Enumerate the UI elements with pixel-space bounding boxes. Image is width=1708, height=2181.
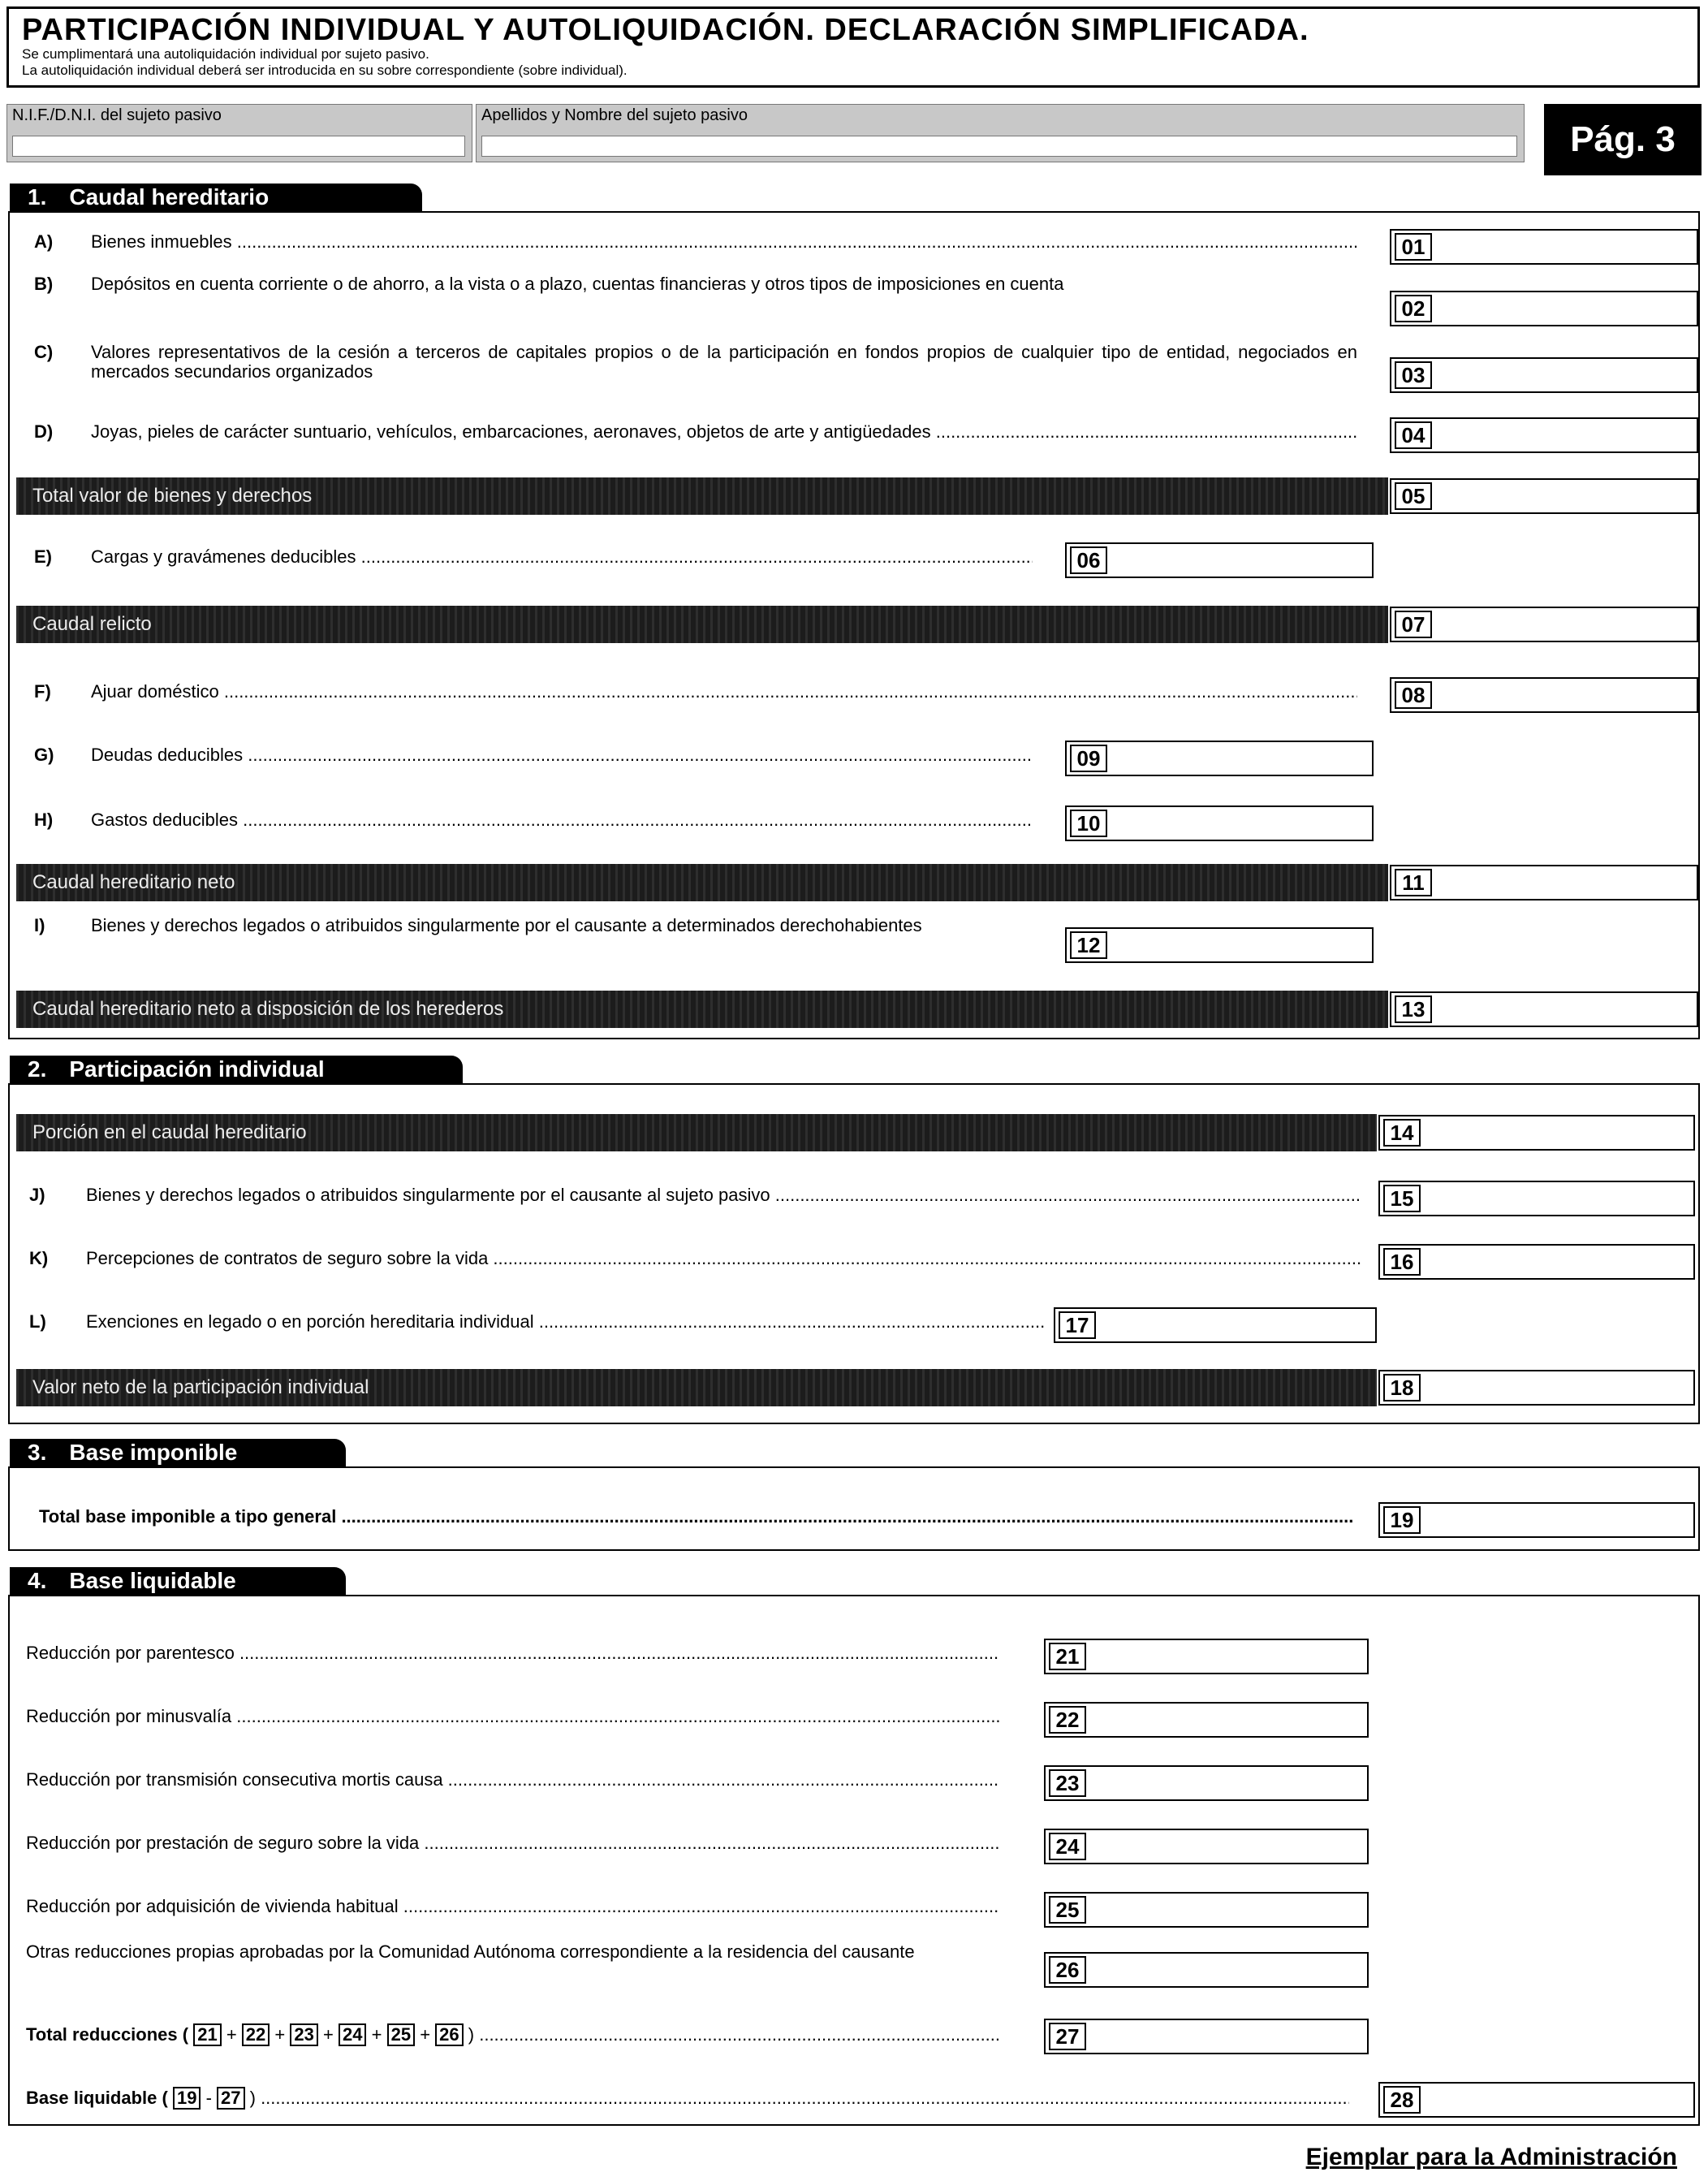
ref-27: 27 xyxy=(217,2087,244,2110)
section-4-tab xyxy=(10,1567,346,1595)
row-27-label: Total reducciones ( xyxy=(26,2024,189,2045)
row-a-letter: A) xyxy=(34,231,54,252)
row-a-text: Bienes inmuebles ..... xyxy=(91,232,1357,252)
row-e xyxy=(34,547,1374,580)
box-13[interactable] xyxy=(1390,991,1698,1027)
ref-19: 19 xyxy=(173,2087,201,2110)
band-total-18: Valor neto de la participación individual xyxy=(16,1369,1377,1406)
box-01-code: 01 xyxy=(1395,233,1432,261)
row-e-letter: E) xyxy=(34,546,52,567)
box-06-code: 06 xyxy=(1070,546,1107,574)
ref-23: 23 xyxy=(290,2023,317,2046)
row-f xyxy=(34,682,1698,715)
box-02-code: 02 xyxy=(1395,295,1432,322)
section-2-number: 2. xyxy=(28,1056,47,1082)
op-plus-5: + xyxy=(420,2024,431,2045)
section-3-tab xyxy=(10,1439,346,1466)
box-05-code: 05 xyxy=(1395,482,1432,510)
row-f-text: Ajuar doméstico ..... xyxy=(91,682,1357,702)
box-15[interactable] xyxy=(1378,1181,1695,1216)
section-1-title: Caudal hereditario xyxy=(69,184,270,209)
row-j xyxy=(29,1186,1695,1218)
box-27[interactable] xyxy=(1044,2019,1369,2054)
band-total-05: Total valor de bienes y derechos xyxy=(16,477,1388,515)
row-a xyxy=(34,232,1698,265)
row-i-letter: I) xyxy=(34,915,45,935)
box-26[interactable] xyxy=(1044,1952,1369,1988)
form-title: PARTICIPACIÓN INDIVIDUAL Y AUTOLIQUIDACIÓN. DECLARACIÓN SIMPLIFICADA. xyxy=(22,13,1309,47)
row-l-letter: L) xyxy=(29,1311,46,1332)
nif-input[interactable] xyxy=(12,136,465,157)
ref-22: 22 xyxy=(242,2023,270,2046)
box-25[interactable] xyxy=(1044,1892,1369,1928)
box-07[interactable] xyxy=(1390,607,1698,642)
nif-field-block xyxy=(6,104,472,162)
ref-21: 21 xyxy=(193,2023,221,2046)
row-i-text: Bienes y derechos legados o atribuidos singularmente por el causante a determinados derechohabientes xyxy=(91,916,922,935)
box-25-code: 25 xyxy=(1049,1896,1086,1924)
form-header xyxy=(6,6,1700,88)
box-10-code: 10 xyxy=(1070,810,1107,837)
section-2-title: Participación individual xyxy=(69,1056,325,1082)
form-instruction-2: La autoliquidación individual deberá ser introducida en su sobre correspondiente (sobre individual). xyxy=(22,63,628,78)
box-18[interactable] xyxy=(1378,1370,1695,1406)
row-19-text: Total base imponible a tipo general ..... xyxy=(39,1507,1354,1527)
row-28-close: ) xyxy=(249,2088,256,2108)
name-field-block xyxy=(476,104,1525,162)
band-total-07: Caudal relicto xyxy=(16,606,1388,643)
row-g-letter: G) xyxy=(34,745,54,765)
row-k-text: Percepciones de contratos de seguro sobre la vida ..... xyxy=(86,1249,1361,1268)
box-04[interactable] xyxy=(1390,417,1698,453)
ref-26: 26 xyxy=(435,2023,463,2046)
row-21-text: Reducción por parentesco ..... xyxy=(26,1643,1000,1663)
section-3-base-imponible xyxy=(8,1466,1700,1551)
box-03[interactable] xyxy=(1390,357,1698,393)
band-total-14: Porción en el caudal hereditario xyxy=(16,1114,1377,1151)
row-d-letter: D) xyxy=(34,421,54,442)
section-4-number: 4. xyxy=(28,1568,47,1593)
row-d-text: Joyas, pieles de carácter suntuario, vehículos, embarcaciones, aeronaves, objetos de arte y antigüedades ..... xyxy=(91,422,1357,442)
op-minus: - xyxy=(205,2088,212,2108)
box-10[interactable] xyxy=(1065,805,1374,841)
section-2-participacion-individual xyxy=(8,1083,1700,1424)
op-plus-2: + xyxy=(274,2024,286,2045)
box-17[interactable] xyxy=(1054,1307,1377,1343)
box-14[interactable] xyxy=(1378,1115,1695,1151)
row-g xyxy=(34,745,1374,778)
row-28-formula xyxy=(26,2087,1349,2110)
row-27 xyxy=(26,2023,1369,2056)
page-number-badge: Pág. 3 xyxy=(1544,104,1702,175)
row-b-letter: B) xyxy=(34,274,54,294)
name-label: Apellidos y Nombre del sujeto pasivo xyxy=(481,106,748,124)
box-21-code: 21 xyxy=(1049,1643,1086,1670)
copy-destination-label: Ejemplar para la Administración xyxy=(1305,2144,1677,2170)
box-17-code: 17 xyxy=(1059,1311,1096,1339)
band-total-11: Caudal hereditario neto xyxy=(16,864,1388,901)
row-26-text: Otras reducciones propias aprobadas por la Comunidad Autónoma correspondiente a la residencia del causante xyxy=(26,1942,915,1962)
box-15-code: 15 xyxy=(1383,1185,1421,1212)
box-14-code: 14 xyxy=(1383,1119,1421,1147)
row-j-text: Bienes y derechos legados o atribuidos singularmente por el causante al sujeto pasivo ..... xyxy=(86,1186,1361,1205)
row-24 xyxy=(26,1833,1369,1866)
row-27-close: ) xyxy=(468,2024,475,2045)
box-23-code: 23 xyxy=(1049,1769,1086,1797)
box-06[interactable] xyxy=(1065,542,1374,578)
row-l-text: Exenciones en legado o en porción hereditaria individual ..... xyxy=(86,1312,1044,1332)
box-19[interactable] xyxy=(1378,1502,1695,1538)
row-25-text: Reducción por adquisición de vivienda habitual ..... xyxy=(26,1897,1000,1916)
box-04-code: 04 xyxy=(1395,421,1432,449)
row-i xyxy=(34,916,1374,965)
box-19-code: 19 xyxy=(1383,1506,1421,1534)
row-k-letter: K) xyxy=(29,1248,49,1268)
box-28-code: 28 xyxy=(1383,2086,1421,2114)
box-08[interactable] xyxy=(1390,677,1698,713)
box-28[interactable] xyxy=(1378,2082,1695,2118)
box-27-code: 27 xyxy=(1049,2023,1086,2050)
row-25 xyxy=(26,1897,1369,1929)
box-13-code: 13 xyxy=(1395,995,1432,1023)
row-h xyxy=(34,810,1374,843)
section-4-title: Base liquidable xyxy=(69,1568,236,1593)
section-1-caudal-hereditario xyxy=(8,211,1700,1039)
box-11-code: 11 xyxy=(1395,869,1432,896)
op-plus-1: + xyxy=(226,2024,237,2045)
row-g-text: Deudas deducibles ..... xyxy=(91,745,1033,765)
row-b-text: Depósitos en cuenta corriente o de ahorro, a la vista o a plazo, cuentas financieras y otros tipos de imposiciones en cuenta xyxy=(91,274,1064,294)
row-j-letter: J) xyxy=(29,1185,45,1205)
row-c-letter: C) xyxy=(34,342,54,362)
box-26-code: 26 xyxy=(1049,1956,1086,1984)
section-2-tab xyxy=(10,1056,463,1083)
op-plus-4: + xyxy=(371,2024,382,2045)
row-h-text: Gastos deducibles ..... xyxy=(91,810,1033,830)
form-instruction-1: Se cumplimentará una autoliquidación individual por sujeto pasivo. xyxy=(22,46,429,62)
box-12[interactable] xyxy=(1065,927,1374,963)
box-16[interactable] xyxy=(1378,1244,1695,1280)
nif-label: N.I.F./D.N.I. del sujeto pasivo xyxy=(12,106,222,124)
row-28-label: Base liquidable ( xyxy=(26,2088,168,2108)
box-16-code: 16 xyxy=(1383,1248,1421,1276)
row-19 xyxy=(39,1507,1695,1540)
box-18-code: 18 xyxy=(1383,1374,1421,1401)
box-05[interactable] xyxy=(1390,478,1698,514)
box-12-code: 12 xyxy=(1070,931,1107,959)
box-11[interactable] xyxy=(1390,865,1698,900)
box-22[interactable] xyxy=(1044,1702,1369,1738)
row-b xyxy=(34,274,1698,331)
row-h-letter: H) xyxy=(34,810,54,830)
op-plus-3: + xyxy=(323,2024,334,2045)
row-22-text: Reducción por minusvalía ..... xyxy=(26,1707,1000,1726)
box-24-code: 24 xyxy=(1049,1833,1086,1860)
band-total-13: Caudal hereditario neto a disposición de los herederos xyxy=(16,991,1388,1028)
box-09[interactable] xyxy=(1065,741,1374,776)
box-21[interactable] xyxy=(1044,1639,1369,1674)
row-23-text: Reducción por transmisión consecutiva mortis causa ..... xyxy=(26,1770,1000,1790)
section-1-tab xyxy=(10,184,422,211)
name-input[interactable] xyxy=(481,136,1517,157)
box-09-code: 09 xyxy=(1070,745,1107,772)
row-24-text: Reducción por prestación de seguro sobre la vida ..... xyxy=(26,1833,1000,1853)
box-03-code: 03 xyxy=(1395,361,1432,389)
row-l xyxy=(29,1312,1377,1345)
ref-24: 24 xyxy=(339,2023,366,2046)
row-21 xyxy=(26,1643,1369,1676)
section-1-number: 1. xyxy=(28,184,47,209)
row-22 xyxy=(26,1707,1369,1739)
box-08-code: 08 xyxy=(1395,681,1432,709)
row-e-text: Cargas y gravámenes deducibles ..... xyxy=(91,547,1033,567)
box-02[interactable] xyxy=(1390,291,1698,326)
row-k xyxy=(29,1249,1695,1281)
ref-25: 25 xyxy=(387,2023,415,2046)
row-27-formula xyxy=(26,2023,1000,2046)
row-c-text: Valores representativos de la cesión a terceros de capitales propios o de la participación en fondos propios de cualquier tipo de entidad, negociados en mercados secundarios organizados xyxy=(91,343,1357,382)
section-4-base-liquidable xyxy=(8,1595,1700,2126)
row-c xyxy=(34,343,1698,399)
box-24[interactable] xyxy=(1044,1829,1369,1864)
row-23 xyxy=(26,1770,1369,1803)
section-3-title: Base imponible xyxy=(69,1440,238,1465)
row-28 xyxy=(26,2087,1695,2119)
box-22-code: 22 xyxy=(1049,1706,1086,1734)
box-23[interactable] xyxy=(1044,1765,1369,1801)
box-07-code: 07 xyxy=(1395,611,1432,638)
row-d xyxy=(34,422,1698,455)
row-f-letter: F) xyxy=(34,681,51,702)
row-26 xyxy=(26,1942,1369,1993)
box-01[interactable] xyxy=(1390,229,1698,265)
section-3-number: 3. xyxy=(28,1440,47,1465)
